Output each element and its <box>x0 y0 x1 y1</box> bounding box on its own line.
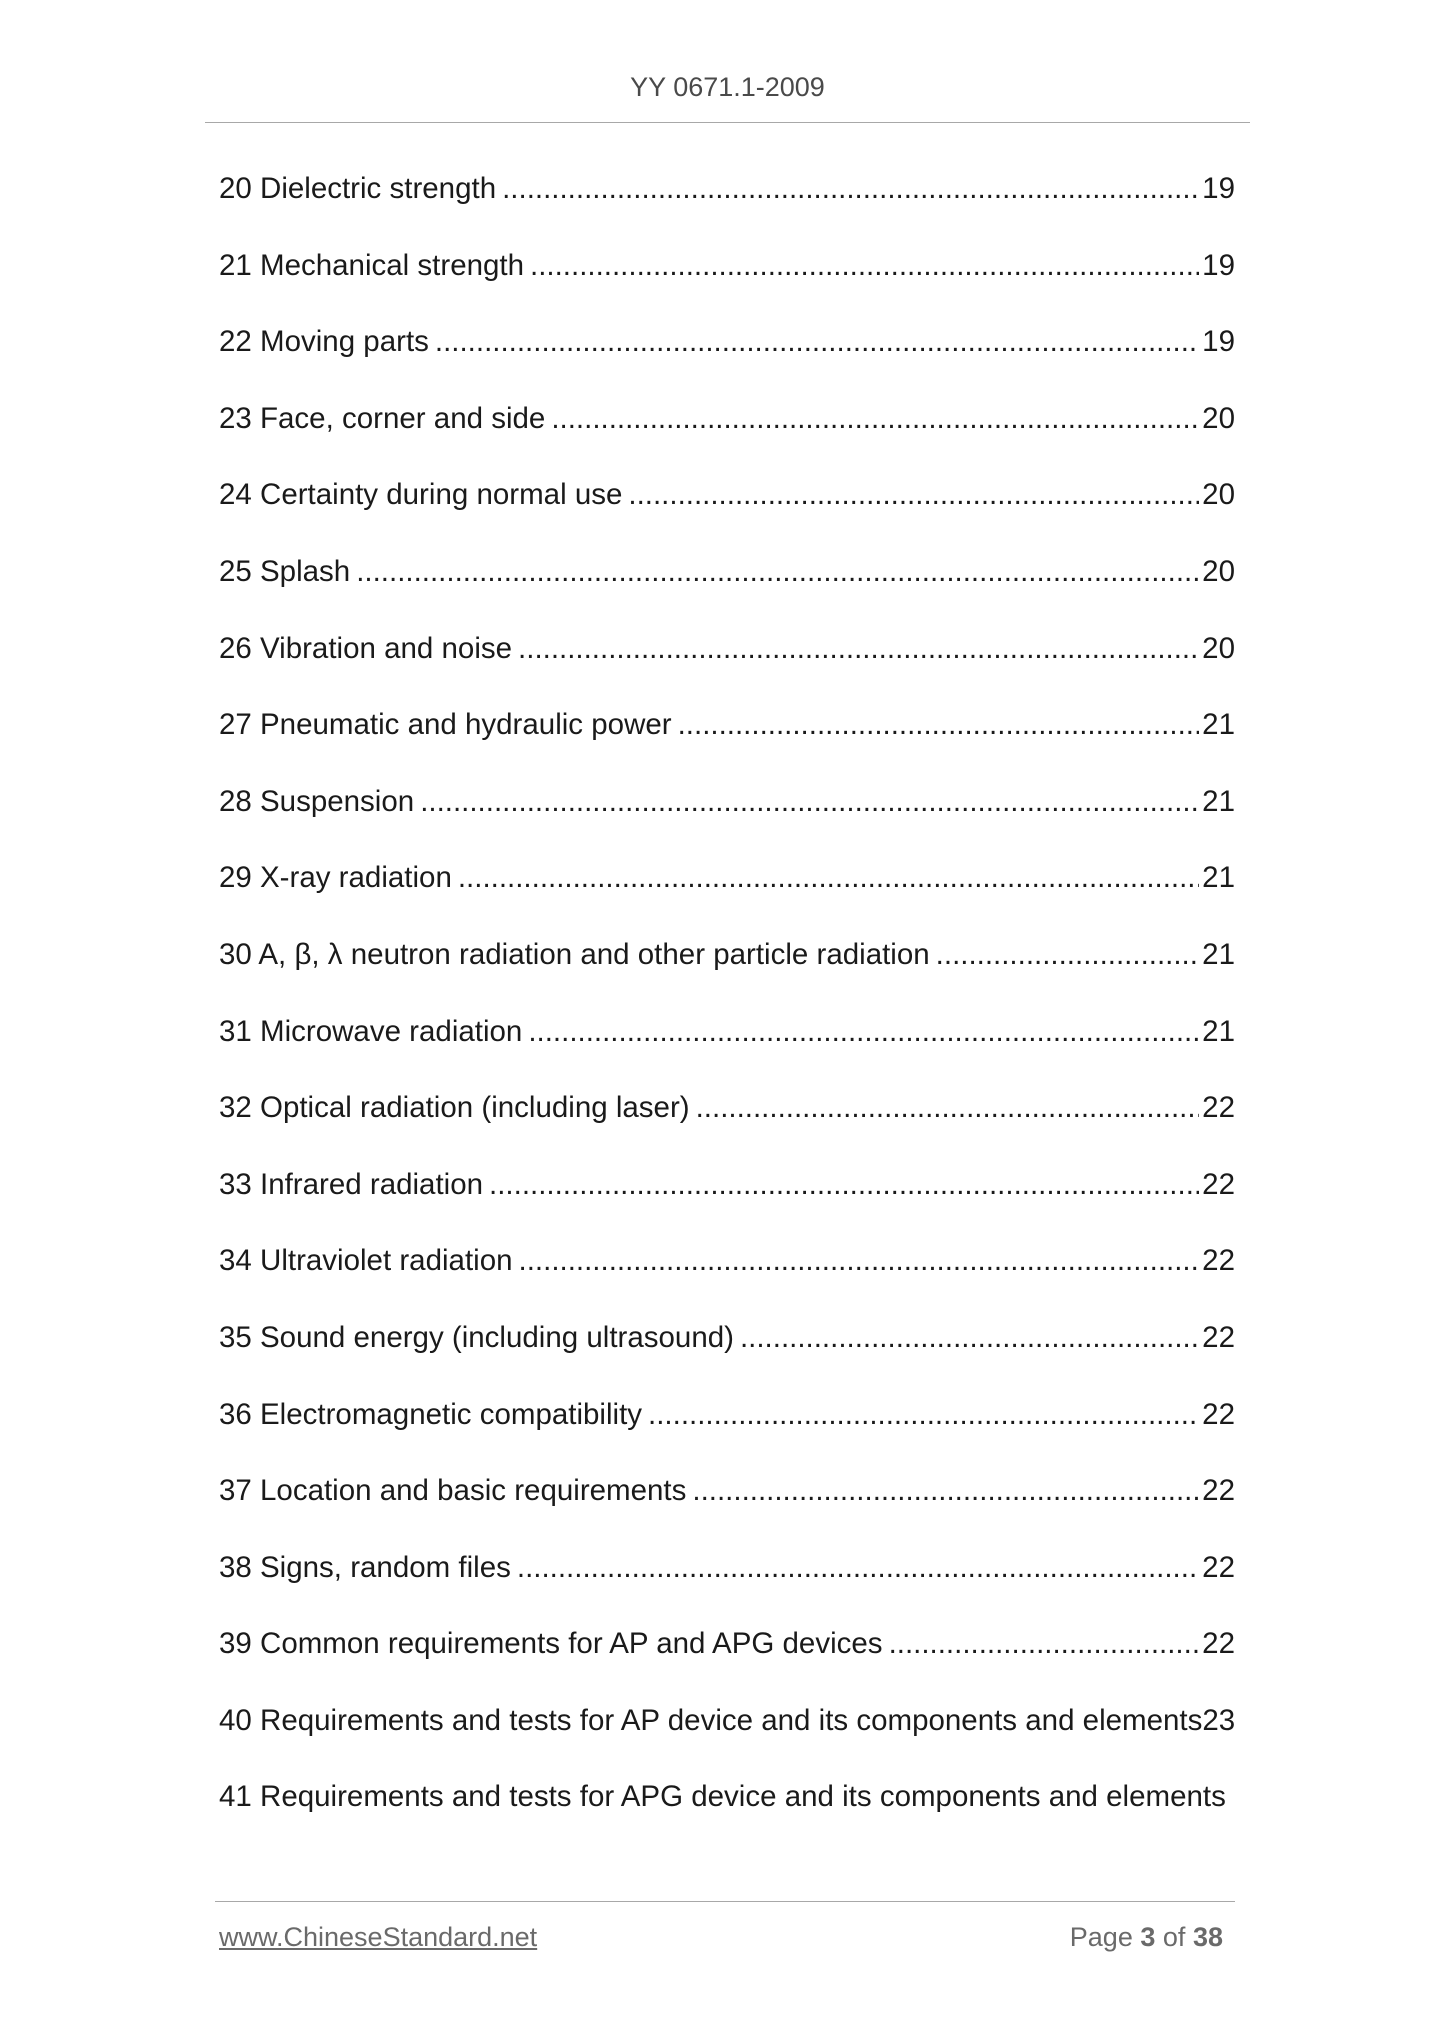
toc-entry-page: 19 <box>1202 325 1235 359</box>
toc-entry-36[interactable] <box>219 1398 1235 1475</box>
toc-entry-35[interactable] <box>219 1321 1235 1398</box>
toc-entry-page: 21 <box>1202 1014 1235 1048</box>
current-page: 3 <box>1140 1922 1156 1952</box>
toc-entry-page: 22 <box>1202 1167 1235 1201</box>
toc-entry-24[interactable] <box>219 478 1235 555</box>
toc-entry-page: 23 <box>1202 1703 1236 1737</box>
page-label: Page <box>1069 1922 1133 1952</box>
toc-leader-dots <box>678 708 1200 742</box>
toc-entry-title: 41 Requirements and tests for APG device and its components and elements <box>219 1780 1226 1814</box>
toc-entry-title: 35 Sound energy (including ultrasound) <box>219 1320 734 1354</box>
toc-entry-title: 38 Signs, random files <box>219 1550 511 1584</box>
toc-entry-title: 36 Electromagnetic compatibility <box>219 1397 643 1431</box>
toc-entry-title: 33 Infrared radiation <box>219 1167 484 1201</box>
toc-entry-title: 40 Requirements and tests for AP device and its components and elements <box>219 1703 1203 1737</box>
toc-leader-dots <box>356 555 1199 589</box>
toc-entry-page: 22 <box>1202 1091 1235 1125</box>
toc-entry-title: 23 Face, corner and side <box>219 401 546 435</box>
toc-entry-page: 21 <box>1202 861 1235 895</box>
toc-entry-title: 25 Splash <box>219 554 351 588</box>
toc-entry-37[interactable] <box>219 1474 1235 1551</box>
toc-entry-page: 21 <box>1202 784 1235 818</box>
toc-entry-page: 20 <box>1202 401 1235 435</box>
toc-entry-page: 22 <box>1202 1244 1235 1278</box>
toc-entry-page: 21 <box>1202 708 1235 742</box>
toc-entry-27[interactable] <box>219 708 1235 785</box>
toc-entry-page: 19 <box>1202 248 1235 282</box>
toc-leader-dots <box>528 1015 1199 1049</box>
toc-leader-dots <box>519 1244 1200 1278</box>
toc-entry-20[interactable] <box>219 172 1235 249</box>
toc-entry-page: 22 <box>1202 1627 1235 1661</box>
toc-leader-dots <box>518 632 1199 666</box>
toc-entry-title: 31 Microwave radiation <box>219 1014 523 1048</box>
page-of-label: of <box>1162 1922 1186 1952</box>
toc-entry-page: 20 <box>1202 631 1235 665</box>
toc-entry-title: 20 Dielectric strength <box>219 172 497 205</box>
toc-entry-title: 39 Common requirements for AP and APG devices <box>219 1627 883 1661</box>
toc-entry-40[interactable] <box>219 1704 1235 1781</box>
total-pages: 38 <box>1192 1922 1223 1952</box>
table-of-contents <box>219 172 1235 1857</box>
toc-leader-dots <box>458 861 1199 895</box>
toc-entry-title: 29 X-ray radiation <box>219 861 452 895</box>
toc-entry-page: 20 <box>1202 554 1235 588</box>
toc-entry-25[interactable] <box>219 555 1235 632</box>
toc-entry-page: 22 <box>1202 1474 1235 1508</box>
toc-entry-title: 37 Location and basic requirements <box>219 1474 687 1508</box>
website-link[interactable]: www.ChineseStandard.net <box>219 1922 538 1952</box>
toc-entry-39[interactable] <box>219 1627 1235 1704</box>
toc-entry-32[interactable] <box>219 1091 1235 1168</box>
toc-entry-title: 30 A, β, λ neutron radiation and other particle radiation <box>219 937 930 971</box>
toc-entry-title: 26 Vibration and noise <box>219 631 513 665</box>
toc-leader-dots <box>502 172 1199 206</box>
toc-entry-28[interactable] <box>219 785 1235 862</box>
toc-entry-33[interactable] <box>219 1168 1235 1245</box>
toc-leader-dots <box>692 1474 1199 1508</box>
toc-leader-dots <box>740 1321 1199 1355</box>
toc-entry-29[interactable] <box>219 861 1235 938</box>
toc-leader-dots <box>435 325 1199 359</box>
toc-entry-34[interactable] <box>219 1244 1235 1321</box>
toc-leader-dots <box>696 1091 1200 1125</box>
toc-entry-page: 22 <box>1202 1550 1235 1584</box>
header-divider <box>205 122 1250 123</box>
toc-leader-dots <box>517 1551 1199 1585</box>
toc-entry-title: 34 Ultraviolet radiation <box>219 1244 513 1278</box>
toc-entry-38[interactable] <box>219 1551 1235 1628</box>
toc-entry-21[interactable] <box>219 249 1235 326</box>
toc-leader-dots <box>889 1627 1200 1661</box>
toc-entry-23[interactable] <box>219 402 1235 479</box>
toc-entry-page: 21 <box>1202 937 1235 971</box>
toc-leader-dots <box>648 1398 1199 1432</box>
toc-entry-title: 24 Certainty during normal use <box>219 478 623 512</box>
toc-entry-page: 19 <box>1202 172 1235 205</box>
toc-leader-dots <box>489 1168 1199 1202</box>
toc-entry-title: 32 Optical radiation (including laser) <box>219 1091 690 1125</box>
toc-entry-title: 22 Moving parts <box>219 325 429 359</box>
toc-leader-dots <box>420 785 1199 819</box>
toc-entry-26[interactable] <box>219 632 1235 709</box>
toc-leader-dots <box>530 249 1199 283</box>
toc-entry-title: 27 Pneumatic and hydraulic power <box>219 708 672 742</box>
toc-entry-41[interactable] <box>219 1780 1235 1857</box>
toc-entry-page: 22 <box>1202 1320 1235 1354</box>
toc-entry-22[interactable] <box>219 325 1235 402</box>
toc-entry-page: 20 <box>1202 478 1235 512</box>
toc-entry-title: 21 Mechanical strength <box>219 248 525 282</box>
toc-entry-30[interactable] <box>219 938 1235 1015</box>
toc-entry-page: 22 <box>1202 1397 1235 1431</box>
toc-leader-dots <box>628 478 1199 512</box>
page-number <box>1070 1922 1223 1953</box>
toc-entry-title: 28 Suspension <box>219 784 415 818</box>
footer-divider <box>215 1901 1235 1902</box>
document-header: YY 0671.1-2009 <box>630 72 825 102</box>
toc-leader-dots <box>551 402 1199 436</box>
toc-entry-31[interactable] <box>219 1015 1235 1092</box>
toc-leader-dots <box>936 938 1200 972</box>
